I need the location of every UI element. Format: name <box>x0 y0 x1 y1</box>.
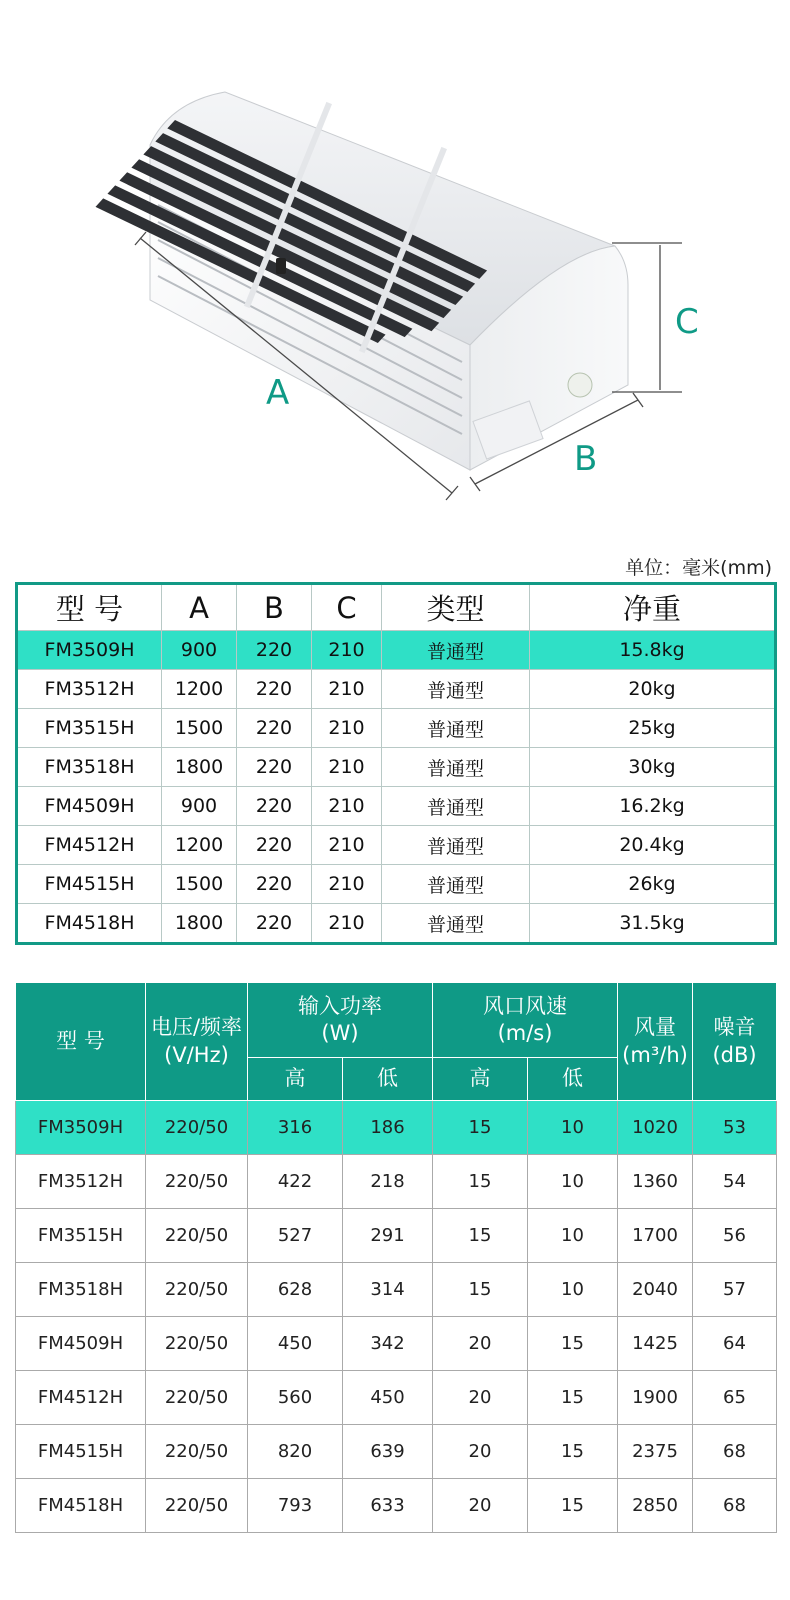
power-low-cell: 186 <box>343 1101 433 1155</box>
type-cell: 普通型 <box>382 709 530 748</box>
product-illustration <box>0 0 790 540</box>
table-row <box>16 1479 777 1533</box>
type-cell: 普通型 <box>382 631 530 670</box>
c-cell: 210 <box>312 826 382 865</box>
power-low-cell: 342 <box>343 1317 433 1371</box>
type-cell: 普通型 <box>382 904 530 944</box>
header-noise <box>693 983 777 1101</box>
model-cell: FM3512H <box>17 670 162 709</box>
header-airflow-line2: (m³/h) <box>622 1042 688 1067</box>
table-row <box>17 826 776 865</box>
airflow-cell: 1360 <box>618 1155 693 1209</box>
net-weight-cell: 30kg <box>530 748 776 787</box>
table-header-row <box>16 983 777 1058</box>
header-air-speed <box>433 983 618 1058</box>
dimension-spec-table <box>15 582 777 945</box>
table-row <box>16 1263 777 1317</box>
table-row <box>17 748 776 787</box>
header-model: 型 号 <box>16 983 146 1101</box>
header-speed-line2: (m/s) <box>497 1021 553 1045</box>
speed-low-cell: 10 <box>528 1101 618 1155</box>
table-row <box>17 670 776 709</box>
header-power-high: 高 <box>248 1058 343 1101</box>
speed-low-cell: 10 <box>528 1263 618 1317</box>
power-high-cell: 793 <box>248 1479 343 1533</box>
c-cell: 210 <box>312 904 382 944</box>
table-row <box>17 631 776 670</box>
header-voltage-line1: 电压/频率 <box>150 1015 243 1040</box>
noise-cell: 68 <box>693 1425 777 1479</box>
table-row <box>16 1317 777 1371</box>
table-row <box>17 865 776 904</box>
c-cell: 210 <box>312 709 382 748</box>
b-cell: 220 <box>237 670 312 709</box>
model-cell: FM3515H <box>16 1209 146 1263</box>
header-power-line1: 输入功率 <box>298 993 382 1018</box>
header-voltage-line2: (V/Hz) <box>164 1042 229 1067</box>
a-cell: 1800 <box>162 748 237 787</box>
model-cell: FM3515H <box>17 709 162 748</box>
certification-mark <box>568 373 592 397</box>
header-voltage <box>146 983 248 1101</box>
model-cell: FM4515H <box>17 865 162 904</box>
net-weight-cell: 20kg <box>530 670 776 709</box>
noise-cell: 56 <box>693 1209 777 1263</box>
type-cell: 普通型 <box>382 826 530 865</box>
type-cell: 普通型 <box>382 670 530 709</box>
net-weight-cell: 16.2kg <box>530 787 776 826</box>
model-cell: FM4518H <box>16 1479 146 1533</box>
a-cell: 1200 <box>162 826 237 865</box>
speed-high-cell: 15 <box>433 1101 528 1155</box>
noise-cell: 64 <box>693 1317 777 1371</box>
power-low-cell: 314 <box>343 1263 433 1317</box>
voltage-cell: 220/50 <box>146 1101 248 1155</box>
header-speed-low: 低 <box>528 1058 618 1101</box>
model-cell: FM4512H <box>16 1371 146 1425</box>
power-high-cell: 422 <box>248 1155 343 1209</box>
model-cell: FM3518H <box>17 748 162 787</box>
air-curtain-unit <box>96 92 628 470</box>
b-cell: 220 <box>237 904 312 944</box>
speed-high-cell: 15 <box>433 1263 528 1317</box>
model-cell: FM3509H <box>16 1101 146 1155</box>
header-noise-line2: (dB) <box>712 1042 757 1067</box>
voltage-cell: 220/50 <box>146 1209 248 1263</box>
header-power-low: 低 <box>343 1058 433 1101</box>
voltage-cell: 220/50 <box>146 1425 248 1479</box>
net-weight-cell: 20.4kg <box>530 826 776 865</box>
performance-spec-table <box>15 982 777 1533</box>
table-row <box>17 787 776 826</box>
type-cell: 普通型 <box>382 787 530 826</box>
speed-low-cell: 15 <box>528 1317 618 1371</box>
header-model: 型 号 <box>17 584 162 631</box>
noise-cell: 54 <box>693 1155 777 1209</box>
airflow-cell: 1425 <box>618 1317 693 1371</box>
dimension-b-label: B <box>574 439 598 479</box>
net-weight-cell: 31.5kg <box>530 904 776 944</box>
noise-cell: 65 <box>693 1371 777 1425</box>
voltage-cell: 220/50 <box>146 1479 248 1533</box>
a-cell: 900 <box>162 787 237 826</box>
c-cell: 210 <box>312 631 382 670</box>
header-speed-high: 高 <box>433 1058 528 1101</box>
b-cell: 220 <box>237 787 312 826</box>
dimension-c-label: C <box>675 302 699 342</box>
table-row <box>17 709 776 748</box>
b-cell: 220 <box>237 709 312 748</box>
header-net-weight: 净重 <box>530 584 776 631</box>
power-low-cell: 450 <box>343 1371 433 1425</box>
table-header-row <box>17 584 776 631</box>
speed-low-cell: 10 <box>528 1155 618 1209</box>
c-cell: 210 <box>312 787 382 826</box>
b-cell: 220 <box>237 826 312 865</box>
table-row <box>17 904 776 944</box>
net-weight-cell: 15.8kg <box>530 631 776 670</box>
power-low-cell: 291 <box>343 1209 433 1263</box>
table-row <box>16 1209 777 1263</box>
power-high-cell: 820 <box>248 1425 343 1479</box>
dimension-a-label: A <box>266 373 290 413</box>
power-low-cell: 639 <box>343 1425 433 1479</box>
power-low-cell: 218 <box>343 1155 433 1209</box>
power-low-cell: 633 <box>343 1479 433 1533</box>
power-high-cell: 527 <box>248 1209 343 1263</box>
table-row <box>16 1101 777 1155</box>
airflow-cell: 1900 <box>618 1371 693 1425</box>
a-cell: 900 <box>162 631 237 670</box>
model-cell: FM4509H <box>16 1317 146 1371</box>
header-airflow-line1: 风量 <box>634 1015 676 1040</box>
header-a: A <box>162 584 237 631</box>
header-noise-line1: 噪音 <box>713 1015 756 1040</box>
speed-high-cell: 15 <box>433 1209 528 1263</box>
header-input-power <box>248 983 433 1058</box>
c-cell: 210 <box>312 865 382 904</box>
airflow-cell: 2850 <box>618 1479 693 1533</box>
model-cell: FM3518H <box>16 1263 146 1317</box>
noise-cell: 53 <box>693 1101 777 1155</box>
net-weight-cell: 26kg <box>530 865 776 904</box>
voltage-cell: 220/50 <box>146 1317 248 1371</box>
header-airflow <box>618 983 693 1101</box>
header-type: 类型 <box>382 584 530 631</box>
power-high-cell: 560 <box>248 1371 343 1425</box>
c-cell: 210 <box>312 670 382 709</box>
noise-cell: 57 <box>693 1263 777 1317</box>
speed-low-cell: 15 <box>528 1425 618 1479</box>
airflow-cell: 2375 <box>618 1425 693 1479</box>
a-cell: 1500 <box>162 865 237 904</box>
type-cell: 普通型 <box>382 865 530 904</box>
model-cell: FM4509H <box>17 787 162 826</box>
b-cell: 220 <box>237 748 312 787</box>
model-cell: FM4512H <box>17 826 162 865</box>
speed-high-cell: 15 <box>433 1155 528 1209</box>
voltage-cell: 220/50 <box>146 1371 248 1425</box>
power-high-cell: 628 <box>248 1263 343 1317</box>
voltage-cell: 220/50 <box>146 1263 248 1317</box>
header-speed-line1: 风口风速 <box>483 993 567 1018</box>
net-weight-cell: 25kg <box>530 709 776 748</box>
speed-low-cell: 10 <box>528 1209 618 1263</box>
speed-low-cell: 15 <box>528 1371 618 1425</box>
speed-high-cell: 20 <box>433 1425 528 1479</box>
airflow-cell: 1700 <box>618 1209 693 1263</box>
speed-high-cell: 20 <box>433 1317 528 1371</box>
a-cell: 1200 <box>162 670 237 709</box>
airflow-cell: 2040 <box>618 1263 693 1317</box>
noise-cell: 68 <box>693 1479 777 1533</box>
power-high-cell: 450 <box>248 1317 343 1371</box>
speed-high-cell: 20 <box>433 1479 528 1533</box>
table-row <box>16 1155 777 1209</box>
speed-high-cell: 20 <box>433 1371 528 1425</box>
header-power-line2: (W) <box>321 1021 359 1045</box>
model-cell: FM3512H <box>16 1155 146 1209</box>
b-cell: 220 <box>237 865 312 904</box>
unit-note: 单位：毫米(mm) <box>625 557 772 579</box>
header-c: C <box>312 584 382 631</box>
model-cell: FM4518H <box>17 904 162 944</box>
table-row <box>16 1425 777 1479</box>
c-cell: 210 <box>312 748 382 787</box>
a-cell: 1500 <box>162 709 237 748</box>
model-cell: FM3509H <box>17 631 162 670</box>
header-b: B <box>237 584 312 631</box>
power-switch <box>276 258 286 274</box>
b-cell: 220 <box>237 631 312 670</box>
speed-low-cell: 15 <box>528 1479 618 1533</box>
table-row <box>16 1371 777 1425</box>
model-cell: FM4515H <box>16 1425 146 1479</box>
voltage-cell: 220/50 <box>146 1155 248 1209</box>
airflow-cell: 1020 <box>618 1101 693 1155</box>
a-cell: 1800 <box>162 904 237 944</box>
type-cell: 普通型 <box>382 748 530 787</box>
power-high-cell: 316 <box>248 1101 343 1155</box>
